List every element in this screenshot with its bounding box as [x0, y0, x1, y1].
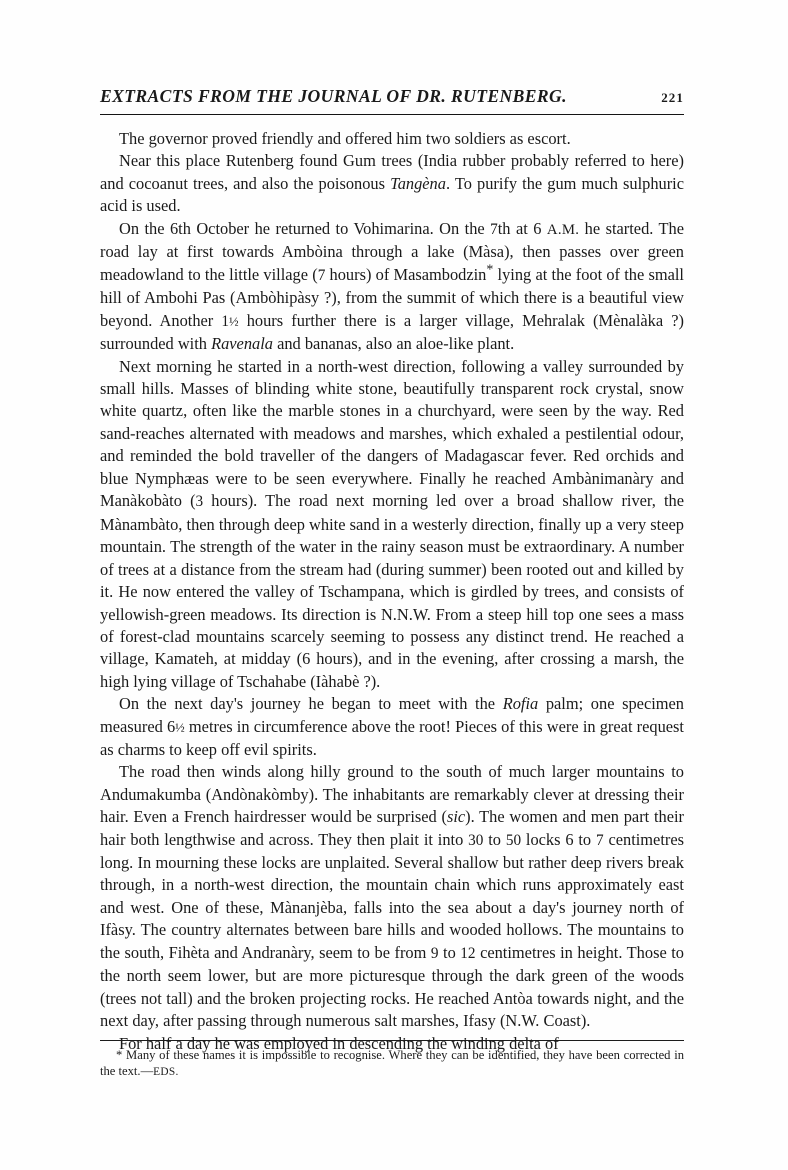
footnote-rule	[100, 1040, 684, 1041]
paragraph-3-part-c: he started. The road lay at first towards Ambòina through a lake (Màsa), then passes over green meadowland to the little village (	[100, 218, 685, 284]
paragraph-6-number-9: 9	[430, 944, 439, 962]
paragraph-2-part-a: Near this place Rutenberg found Gum trees (India rubber probably referred to here) and cocoanut trees, and also the poisonous	[100, 151, 684, 193]
species-name-tangena: Tangèna	[390, 173, 446, 193]
paragraph-5-part-b: palm; one specimen measured 6	[100, 694, 684, 736]
paragraph-6-part-d: locks 6 to	[521, 829, 596, 849]
footnote-reference-marker: *	[486, 262, 494, 278]
paragraph-5-part-a: On the next day's journey he began to meet with the	[119, 694, 503, 714]
page-number: 221	[661, 90, 684, 105]
fraction-one-half: ½	[229, 314, 239, 329]
paragraph-5	[100, 693, 684, 761]
paragraph-4	[100, 356, 684, 694]
footnote-body: Many of these names it is impossible to recognise. Where they can be identified, they have been corrected in the text.—	[100, 1048, 684, 1079]
paragraph-5-part-c: metres in circumference above the root! Pieces of this were in great request as charms to keep off evil spirits.	[100, 716, 684, 759]
paragraph-2	[100, 150, 684, 217]
paragraph-6-part-c: to	[483, 829, 506, 849]
footnote-block	[100, 1040, 684, 1080]
paragraph-3-part-e: lying at the foot of the small hill of Ambohi Pas (Ambòhipàsy ?), from the summit of which there is a beautiful view beyond. Another	[100, 264, 684, 330]
editorial-sic: sic	[446, 807, 466, 827]
paragraph-1	[100, 128, 684, 150]
running-head-title: EXTRACTS FROM THE JOURNAL OF DR. RUTENBERG.	[100, 86, 567, 106]
paragraph-3-number-7b: 7	[317, 266, 326, 284]
paragraph-3-number-1: 1	[221, 312, 230, 330]
paragraph-6-part-b: ). The women and men part their hair both lengthwise and across. They then plait it into	[100, 807, 684, 849]
paragraph-4-part-b: hours). The road next morning led over a broad shallow river, the Mànambàto, then through deep white sand in a westerly direction, finally up a very steep mountain. The strength of the water in the rainy season must be extraordinary. A number of trees at a distance from the stream had (during summer) been rooted out and killed by it. He now entered the valley of Tschampana, which is girdled by trees, and consists of yellowish-green meadows. Its direction is N.N.W. From a steep hill top one sees a mass of forest-clad mountains scarcely seeming to possess any distinct trend. He reached a village, Kamateh, at midday (6 hours), and in the evening, after crossing a marsh, the high lying village of Tschahabe (Iàhabè ?).	[100, 491, 684, 691]
paragraph-1-text: The governor proved friendly and offered him two soldiers as escort.	[119, 129, 571, 148]
paragraph-6	[100, 761, 684, 1032]
paragraph-3-part-b: th at 6	[497, 218, 547, 238]
paragraph-6-part-g: centimetres in height. Those to the north seem lower, but are more picturesque through the dark green of the woods (trees not tall) and the broken projecting rocks. He reached Antòa towards night, and the next day, after passing through numerous salt marshes, Ifasy (N.W. Coast).	[100, 942, 684, 1031]
paragraph-3	[100, 218, 684, 356]
paragraph-2-part-b: . To purify the gum much sulphuric acid is used.	[100, 173, 684, 216]
header-rule	[100, 114, 684, 115]
footnote-marker: *	[116, 1048, 123, 1062]
paragraph-3-part-g: and bananas, also an aloe-like plant.	[272, 334, 515, 354]
body-copy	[100, 128, 684, 1055]
page-text-block	[100, 86, 684, 1055]
paragraph-4-number-3: 3	[195, 493, 204, 511]
footnote-signature-eds: EDS.	[153, 1066, 179, 1079]
paragraph-6-number-7: 7	[595, 831, 604, 849]
paragraph-6-number-30: 30	[468, 831, 484, 849]
paragraph-4-part-a: Next morning he started in a north-west direction, following a valley surrounded by small hills. Masses of blinding white stone, beautifully transparent rock crystal, snow white quartz, often like the marble stones in a churchyard, were seen by the way. Red sand-reaches alternated with meadows and marshes, which exhaled a pestilential odour, and reminded the bold traveller of the dangers of Madagascar fever. Red orchids and blue Nymphæas were to be seen everywhere. Finally he reached Ambànimanàry and Manàkobàto (	[100, 356, 684, 511]
paragraph-6-part-f: to	[438, 942, 461, 962]
paragraph-3-part-f: hours further there is a larger village, Mehralak (Mènalàka ?) surrounded with	[100, 310, 684, 354]
paragraph-6-number-12: 12	[460, 944, 476, 962]
time-marker-am: A.M.	[546, 221, 580, 238]
paragraph-6-part-a: The road then winds along hilly ground to the south of much larger mountains to Andumakumba (Andònakòmby). The inhabitants are remarkably clever at dressing their hair. Even a French hairdresser would be surprised (	[100, 762, 684, 827]
species-name-rofia: Rofia	[502, 694, 539, 714]
paragraph-6-number-50: 50	[505, 831, 522, 849]
species-name-ravenala: Ravenala	[211, 334, 273, 354]
paragraph-6-part-e: centimetres long. In mourning these locks are unplaited. Several shallow but rather deep rivers break through, in a north-west direction, the mountain chain which runs approximately east and west. One of these, Mànanjèba, falls into the sea about a day's journey north of Ifàsy. The country alternates between bare hills and wooded hollows. The mountains to the south, Fihèta and Andranàry, seem to be from	[100, 829, 684, 962]
fraction-one-half-2: ½	[175, 720, 185, 735]
running-head	[100, 86, 684, 113]
footnote-text	[100, 1047, 684, 1080]
paragraph-3-part-d: hours) of Masambodzin	[325, 264, 487, 284]
paragraph-3-part-a: On the 6th October he returned to Vohimarina. On the	[119, 218, 491, 238]
paragraph-3-number-7: 7	[490, 220, 498, 238]
paragraph-7-text: For half a day he was employed in descending the winding delta of	[119, 1033, 559, 1053]
